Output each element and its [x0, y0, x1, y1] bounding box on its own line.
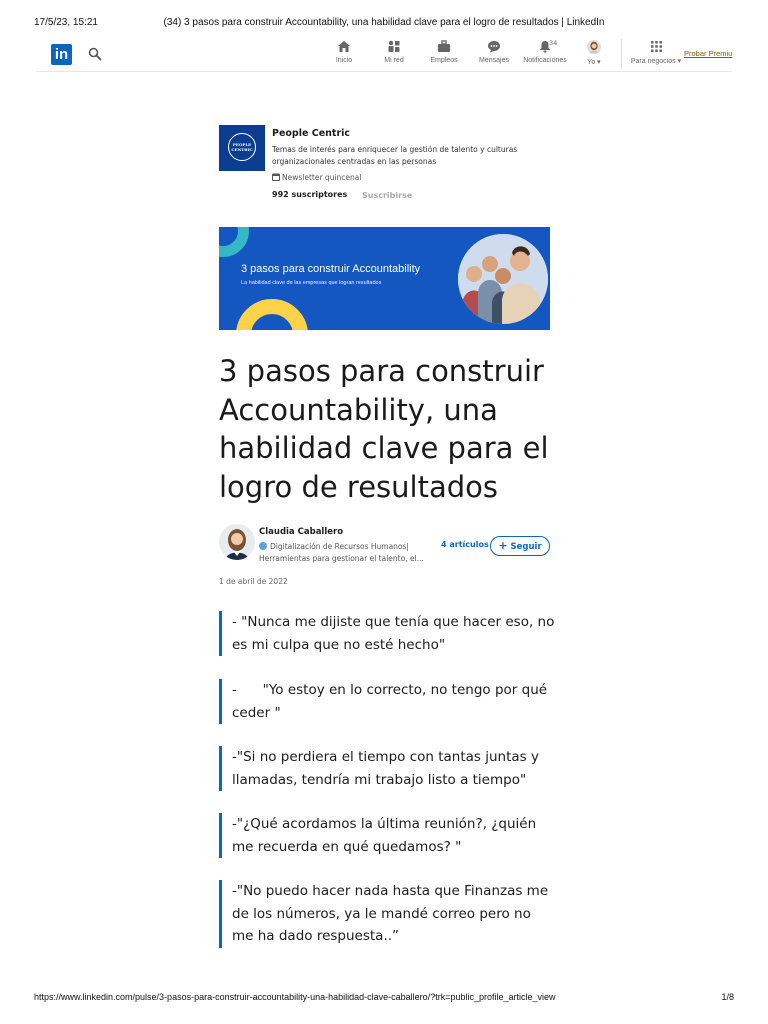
newsletter-card — [219, 125, 550, 205]
nav-label: Inicio — [335, 57, 353, 64]
linkedin-logo[interactable]: in — [51, 44, 72, 65]
nav-item-para-negocios[interactable] — [630, 40, 682, 65]
status-dot-icon — [259, 542, 267, 550]
print-header — [0, 17, 768, 31]
calendar-icon — [272, 173, 280, 181]
top-navigation-bar — [36, 36, 732, 72]
nav-label-para-negocios: Para negocios — [630, 58, 676, 65]
avatar — [587, 40, 601, 54]
nav-item-inicio[interactable] — [318, 40, 370, 64]
article-title: 3 pasos para construir Accountability, una habilidad clave para el logro de resultados — [219, 354, 549, 504]
nav-label: Empleos — [430, 57, 458, 64]
decorative-yellow-ring — [236, 299, 308, 330]
nav-item-notificaciones[interactable] — [519, 40, 571, 64]
nav-item-yo[interactable] — [568, 40, 620, 66]
nav-label: Notificaciones — [523, 57, 567, 64]
blockquote: -"¿Qué acordamos la última reunión?, ¿quién me recuerda en qué quedamos? " — [219, 813, 555, 858]
newsletter-logo-text: PEOPLE CENTRIC — [228, 133, 256, 161]
blockquote: -"Si no perdiera el tiempo con tantas juntas y llamadas, tendría mi trabajo listo a tiempo" — [219, 746, 555, 791]
grid-icon — [650, 40, 663, 53]
banner-title: 3 pasos para construir Accountability — [241, 263, 421, 275]
author-articles-link[interactable]: 4 artículos — [441, 540, 489, 549]
publish-date: 1 de abril de 2022 — [219, 577, 288, 586]
nav-label: Mensajes — [479, 57, 509, 64]
author-headline — [259, 541, 434, 565]
nav-item-empleos[interactable] — [418, 40, 470, 64]
nav-divider — [621, 39, 622, 69]
blockquote: - "Yo estoy en lo correcto, no tengo por qué ceder " — [219, 679, 555, 724]
briefcase-icon — [437, 40, 451, 53]
print-datetime: 17/5/23, 15:21 — [34, 17, 98, 28]
newsletter-name[interactable]: People Centric — [272, 128, 351, 139]
author-name[interactable]: Claudia Caballero — [259, 527, 344, 537]
follow-button[interactable] — [490, 536, 550, 556]
search-icon[interactable] — [88, 47, 102, 61]
messaging-icon — [487, 40, 501, 53]
author-headline-text: Digitalización de Recursos Humanos| Herramientas para gestionar el talento, el... — [259, 542, 424, 563]
newsletter-logo[interactable] — [219, 125, 265, 171]
subscribe-button[interactable]: Suscribirse — [362, 191, 413, 200]
article-cover-image — [219, 227, 550, 330]
print-url: https://www.linkedin.com/pulse/3-pasos-para-construir-accountability-una-habilidad-clave-caballero/?trk=public_profile_article_view — [34, 992, 556, 1002]
plus-icon: + — [498, 539, 508, 552]
author-avatar[interactable] — [219, 524, 255, 560]
nav-label-yo: Yo — [587, 59, 596, 66]
follow-button-label: Seguir — [510, 542, 542, 552]
team-photo — [458, 234, 548, 324]
try-premium-link[interactable]: Probar Premiu — [684, 49, 733, 58]
print-page-number: 1/8 — [721, 992, 734, 1002]
notification-count-badge: 34 — [549, 39, 558, 47]
banner-subtitle: La habilidad clave de las empresas que logran resultados — [241, 280, 382, 286]
blockquote: -"No puedo hacer nada hasta que Finanzas me de los números, ya le mandé correo pero no me ha dado respuesta..” — [219, 880, 555, 948]
nav-label: Mi red — [384, 57, 404, 64]
newsletter-frequency — [272, 173, 361, 182]
nav-item-mensajes[interactable] — [468, 40, 520, 64]
newsletter-description: Temas de interés para enriquecer la gestión de talento y culturas organizacionales centradas en las personas — [272, 145, 518, 166]
nav-label: Para negocios ▾ — [630, 58, 682, 65]
network-icon — [387, 40, 401, 53]
print-page-title: (34) 3 pasos para construir Accountability, una habilidad clave para el logro de resultados | LinkedIn — [163, 17, 605, 28]
blockquote: - "Nunca me dijiste que tenía que hacer eso, no es mi culpa que no esté hecho" — [219, 611, 555, 656]
nav-label: Yo ▾ — [587, 59, 601, 66]
decorative-teal-ring — [219, 227, 249, 257]
print-footer — [0, 992, 768, 1006]
nav-item-mi-red[interactable] — [368, 40, 420, 64]
home-icon — [337, 40, 351, 53]
subscriber-count: 992 suscriptores — [272, 190, 348, 199]
newsletter-frequency-label: Newsletter quincenal — [282, 173, 362, 182]
